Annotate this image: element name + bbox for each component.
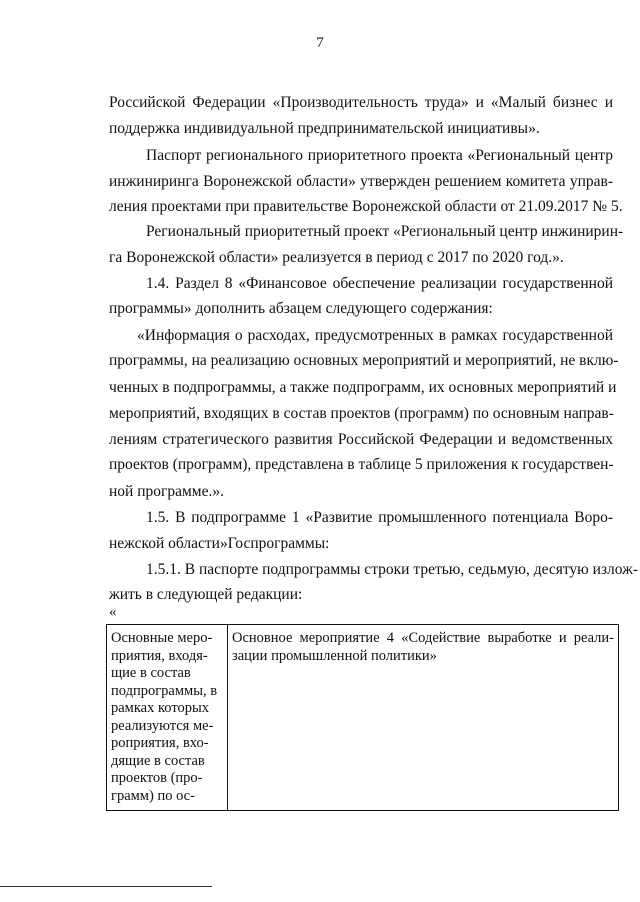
text-line: программы» дополнить абзацем следующего содержания: [109,300,493,317]
text-line: 1.5. В подпрограмме 1 «Развитие промышленного потенциала Воро- [146,509,613,526]
text-line: программы, на реализацию основных мероприятий и мероприятий, не вклю- [109,352,619,369]
cell-line: реализуются ме- [111,717,214,734]
text-line: ченных в подпрограммы, а также подпрограмм, их основных мероприятий и [109,379,617,396]
table-row [107,625,619,811]
text-line: поддержка индивидуальной предпринимательской инициативы». [109,120,540,137]
text-line: Паспорт регионального приоритетного проекта «Региональный центр [146,147,613,164]
text-line: 1.4. Раздел 8 «Финансовое обеспечение реализации государственной [146,275,613,292]
text-line: мероприятий, входящих в состав проектов (программ) по основным направ- [109,405,614,422]
text-line: инжиниринга Воронежской области» утвержден решением комитета управ- [109,173,613,190]
opening-quote-mark: « [109,604,117,620]
text-line: Российской Федерации «Производительность труда» и «Малый бизнес и [109,94,613,111]
text-line: нежской области»Госпрограммы: [109,535,330,552]
text-line: га Воронежской области» реализуется в период с 2017 по 2020 год.». [109,249,564,266]
cell-line: подпрограммы, в [111,682,218,699]
text-line: проектов (программ), представлена в таблице 5 приложения к государствен- [109,456,614,473]
cell-line: приятия, входя- [111,647,208,664]
cell-line: дящие в состав [111,752,205,769]
text-line: лениям стратегического развития Российской Федерации и ведомственных [109,431,613,448]
passport-table [106,624,619,811]
text-line: жить в следующей редакции: [109,586,303,603]
text-line: 1.5.1. В паспорте подпрограммы строки третью, седьмую, десятую излож- [146,561,639,578]
cell-line: грамм) по ос- [111,787,195,804]
text-line: Региональный приоритетный проект «Региональный центр инжинирин- [146,223,624,240]
page-number: 7 [316,35,324,51]
bottom-rule [0,886,212,887]
table-cell-label [107,625,228,811]
text-line: ления проектами при правительстве Воронежской области от 21.09.2017 № 5. [109,198,623,215]
text-line: ной программе.». [109,483,224,500]
cell-line: Основное мероприятие 4 «Содействие выработке и реали- [232,630,614,646]
cell-line: Основные меро- [111,630,213,646]
table-cell-value [228,625,619,811]
cell-line: роприятия, вхо- [111,735,209,751]
text-line: «Информация о расходах, предусмотренных в рамках государственной [137,327,613,344]
cell-line: щие в состав [111,665,191,681]
cell-line: проектов (про- [111,770,203,786]
cell-line: рамках которых [111,700,210,716]
cell-line: зации промышленной политики» [232,647,437,664]
